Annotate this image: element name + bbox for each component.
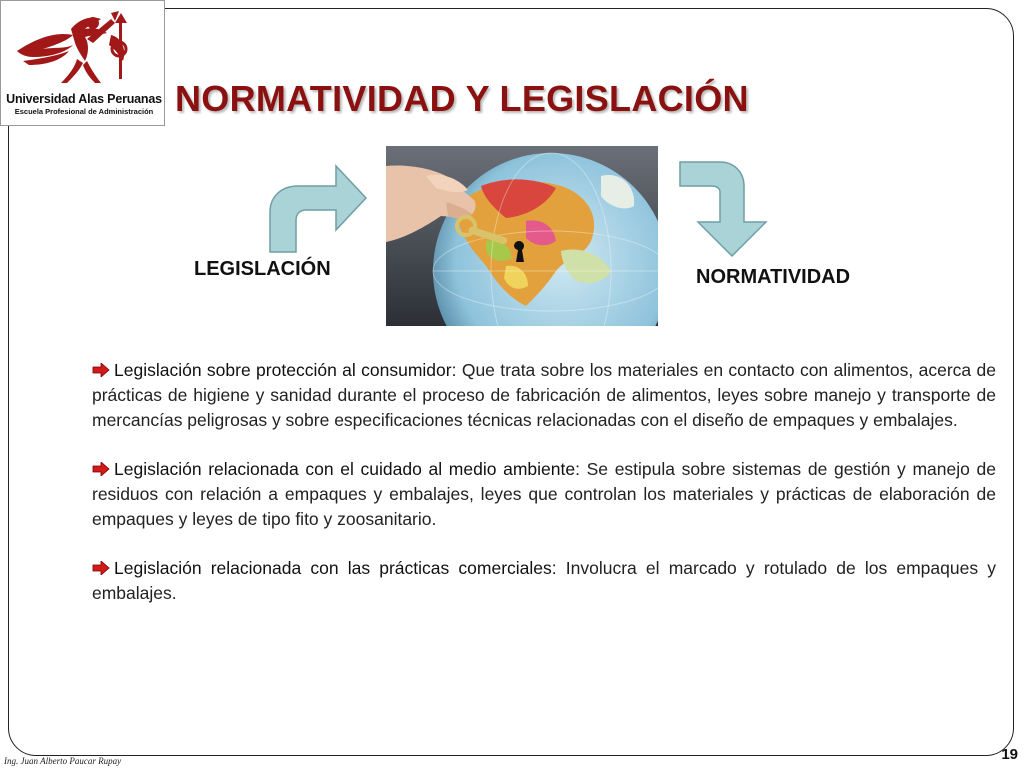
red-arrow-bullet-icon: [92, 462, 110, 476]
list-item: [92, 556, 996, 606]
red-arrow-bullet-icon: [92, 363, 110, 377]
university-name: Universidad Alas Peruanas: [6, 92, 162, 106]
item-lead: Legislación relacionada con las prácticas comerciales:: [114, 558, 557, 578]
hand-key-globe-photo: [386, 146, 658, 326]
list-item: [92, 358, 996, 433]
curved-arrow-up-right-icon: [266, 160, 368, 256]
footer-author: Ing. Juan Alberto Paucar Rupay: [4, 756, 122, 766]
page-title: NORMATIVIDAD Y LEGISLACIÓN: [175, 78, 749, 119]
university-logo: [0, 0, 165, 126]
item-lead: Legislación sobre protección al consumidor:: [114, 360, 457, 380]
body-text: [92, 358, 996, 630]
school-name: Escuela Profesional de Administración: [14, 107, 154, 116]
red-arrow-bullet-icon: [92, 561, 110, 575]
curved-arrow-down-icon: [676, 158, 772, 258]
list-item: [92, 457, 996, 532]
item-lead: Legislación relacionada con el cuidado al medio ambiente:: [114, 459, 580, 479]
item-text: Que trata sobre los materiales en contacto con alimentos, acerca de prácticas de higiene y sanidad durante el proceso de fabricación de alimentos, leyes sobre manejo y transporte de mercancías peligrosas y sobre especificaciones técnicas relacionadas con el diseño de empaques y embalajes.: [92, 360, 996, 430]
legislacion-label: LEGISLACIÓN: [194, 258, 331, 280]
item-text: Involucra el marcado y rotulado de los empaques y embalajes.: [92, 558, 996, 603]
normatividad-label: NORMATIVIDAD: [696, 266, 851, 288]
page-number: 19: [1001, 746, 1018, 763]
item-text: Se estipula sobre sistemas de gestión y manejo de residuos con relación a empaques y embalajes, leyes que controlan los materiales y prácticas de elaboración de empaques y leyes de tipo fito y zoosanitario.: [92, 459, 996, 529]
bird-warrior-emblem-icon: [15, 9, 135, 87]
